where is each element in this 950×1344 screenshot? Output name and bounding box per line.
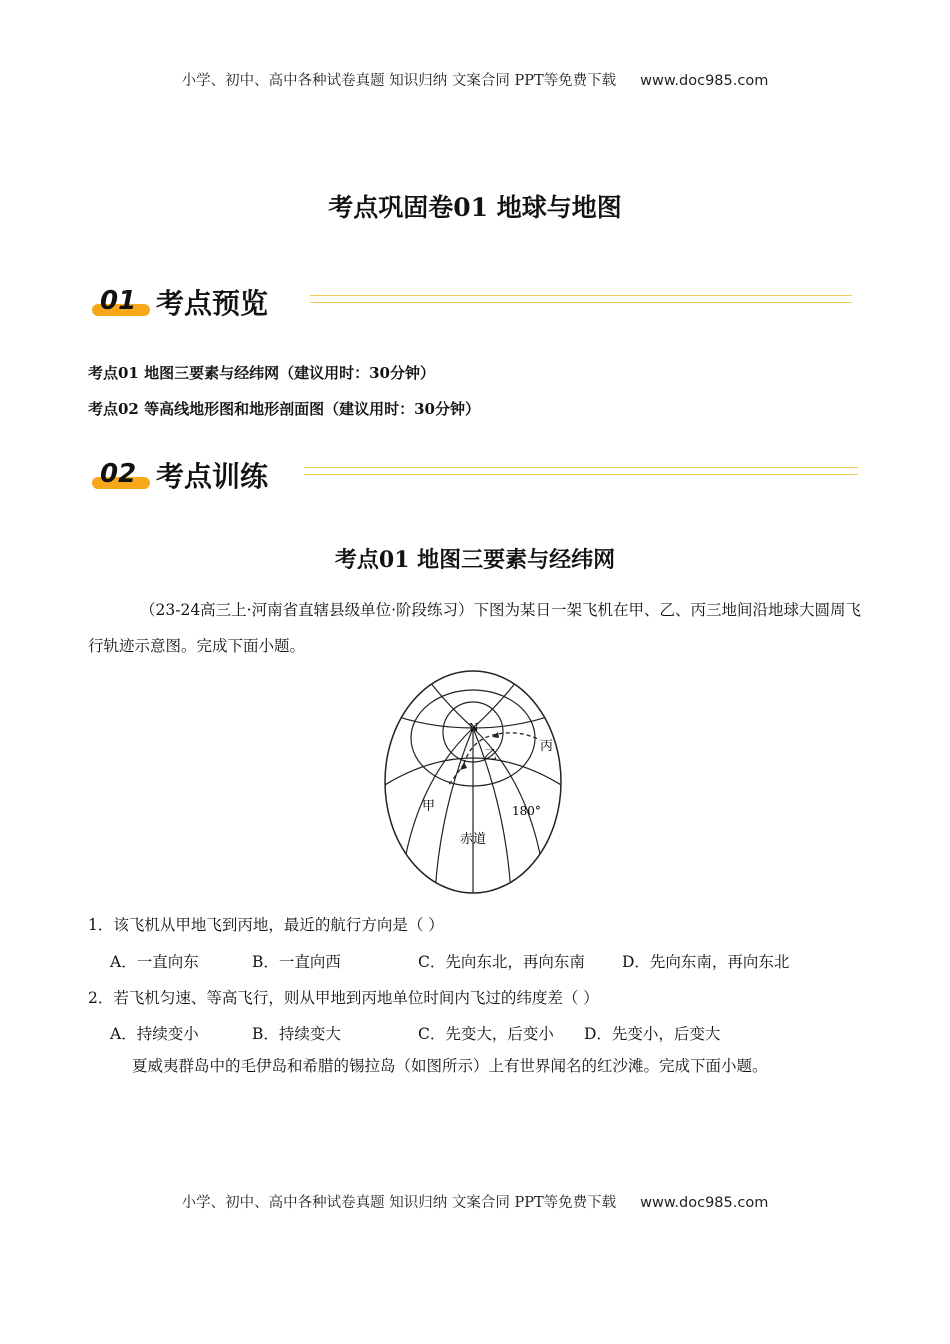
subsection-title: 考点01 地图三要素与经纬网 [334, 547, 616, 573]
point-label-c: 丙 [540, 739, 554, 754]
page-header [0, 69, 950, 90]
question-2-option-b: B．持续变大 [252, 1025, 341, 1043]
question-1-option-c: C．先向东北，再向东南 [418, 953, 585, 971]
arrow-icon [460, 762, 467, 770]
section-number: 01 [100, 286, 137, 316]
question-intro: （23-24高三上·河南省直辖县级单位·阶段练习）下图为某日一架飞机在甲、乙、丙三地间沿地球大圆周飞行轨迹示意图。完成下面小题。 [88, 601, 862, 655]
section-divider [304, 467, 858, 475]
longitude-label: 180° [512, 804, 541, 818]
toc-item-1: 考点01 地图三要素与经纬网（建议用时：30分钟） [88, 364, 435, 382]
meridian-line [435, 728, 473, 894]
point-label-a: 甲 [422, 799, 436, 814]
footer-site-link[interactable]: www.doc985.com [640, 1195, 769, 1211]
footer-text: 小学、初中、高中各种试卷真题 知识归纳 文案合同 PPT等免费下载 [181, 1195, 617, 1211]
meridian-line [473, 708, 566, 728]
question-2-stem: 2．若飞机匀速、等高飞行，则从甲地到丙地单位时间内飞过的纬度差（ ） [88, 989, 599, 1007]
toc-item-2: 考点02 等高线地形图和地形剖面图（建议用时：30分钟） [88, 400, 480, 418]
header-text: 小学、初中、高中各种试卷真题 知识归纳 文案合同 PPT等免费下载 [181, 73, 617, 89]
section-label: 考点训练 [156, 460, 269, 493]
question-1-stem: 1．该飞机从甲地飞到丙地，最近的航行方向是（ ） [88, 916, 444, 934]
north-label: N [469, 721, 479, 734]
point-label-b: 乙 [484, 748, 498, 763]
question-1-option-b: B．一直向西 [252, 953, 341, 971]
section-divider [310, 295, 852, 303]
page-title: 考点巩固卷01 地球与地图 [328, 193, 622, 222]
section-number: 02 [100, 459, 137, 489]
equator-label: 赤道 [460, 832, 487, 847]
question-2-option-c: C．先变大，后变小 [418, 1025, 554, 1043]
question-1-option-a: A．一直向东 [110, 953, 199, 971]
question-2-option-a: A．持续变小 [110, 1025, 199, 1043]
header-site-link[interactable]: www.doc985.com [640, 73, 769, 89]
question-1-option-d: D．先向东南，再向东北 [622, 953, 790, 971]
next-question-intro: 夏威夷群岛中的毛伊岛和希腊的锡拉岛（如图所示）上有世界闻名的红沙滩。完成下面小题。 [132, 1057, 768, 1075]
section-label: 考点预览 [156, 287, 269, 320]
page-footer [0, 1191, 950, 1212]
globe-flight-path-figure [380, 668, 566, 898]
question-2-option-d: D．先变小，后变大 [584, 1025, 721, 1043]
meridian-line [380, 708, 473, 728]
